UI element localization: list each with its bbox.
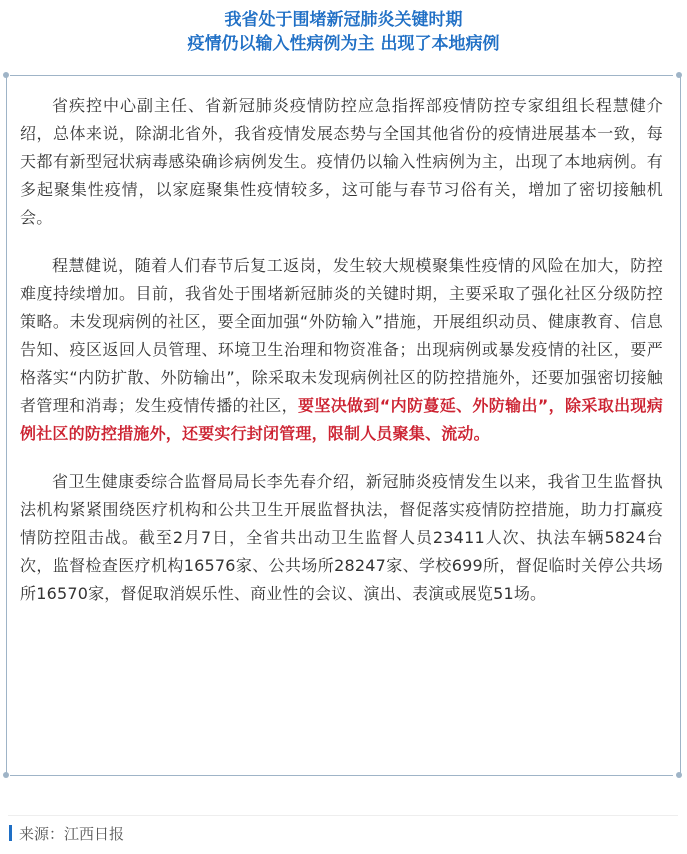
source-label: 来源：江西日报 xyxy=(19,825,125,843)
headline-line-1: 我省处于围堵新冠肺炎关键时期 xyxy=(224,10,463,30)
frame-corner-dot-bottom-right xyxy=(676,772,682,778)
frame-bottom-border xyxy=(10,775,673,776)
frame-corner-dot-top-right xyxy=(676,72,682,78)
paragraph-2 xyxy=(20,252,663,448)
footer-divider xyxy=(8,815,678,816)
frame-corner-dot-top-left xyxy=(3,72,9,78)
article-body xyxy=(20,92,663,628)
paragraph-1: 省疾控中心副主任、省新冠肺炎疫情防控应急指挥部疫情防控专家组组长程慧健介绍，总体来说，除湖北省外，我省疫情发展态势与全国其他省份的疫情进展基本一致，每天都有新型冠状病毒感染确诊病例发生。疫情仍以输入性病例为主，出现了本地病例。有多起聚集性疫情，以家庭聚集性疫情较多，这可能与春节习俗有关，增加了密切接触机会。 xyxy=(20,96,663,227)
article-headline xyxy=(0,8,687,56)
paragraph-3: 省卫生健康委综合监督局局长李先春介绍，新冠肺炎疫情发生以来，我省卫生监督执法机构紧紧围绕医疗机构和公共卫生开展监督执法，督促落实疫情防控措施，助力打赢疫情防控阻击战。截至2月7日，全省共出动卫生监督人员23411人次、执法车辆5824台次，监督检查医疗机构16576家、公共场所28247家、学校699所，督促临时关停公共场所16570家，督促取消娱乐性、商业性的会议、演出、表演或展览51场。 xyxy=(20,472,663,603)
paragraph-2-highlight: 要坚决做到“内防蔓延、外防输出”，除采取出现病例社区的防控措施外，还要实行封闭管理，限制人员聚集、流动。 xyxy=(20,396,663,443)
paragraph-2-text: 程慧健说，随着人们春节后复工返岗，发生较大规模聚集性疫情的风险在加大，防控难度持续增加。目前，我省处于围堵新冠肺炎的关键时期，主要采取了强化社区分级防控策略。未发现病例的社区，要全面加强“外防输入”措施，开展组织动员、健康教育、信息告知、疫区返回人员管理、环境卫生治理和物资准备；出现病例或暴发疫情的社区，要严格落实“内防扩散、外防输出”，除采取未发现病例社区的防控措施外，还要加强密切接触者管理和消毒；发生疫情传播的社区， xyxy=(20,256,663,415)
source-accent-bar xyxy=(9,825,12,841)
frame-corner-dot-bottom-left xyxy=(3,772,9,778)
headline-line-2: 疫情仍以输入性病例为主 出现了本地病例 xyxy=(187,34,500,54)
